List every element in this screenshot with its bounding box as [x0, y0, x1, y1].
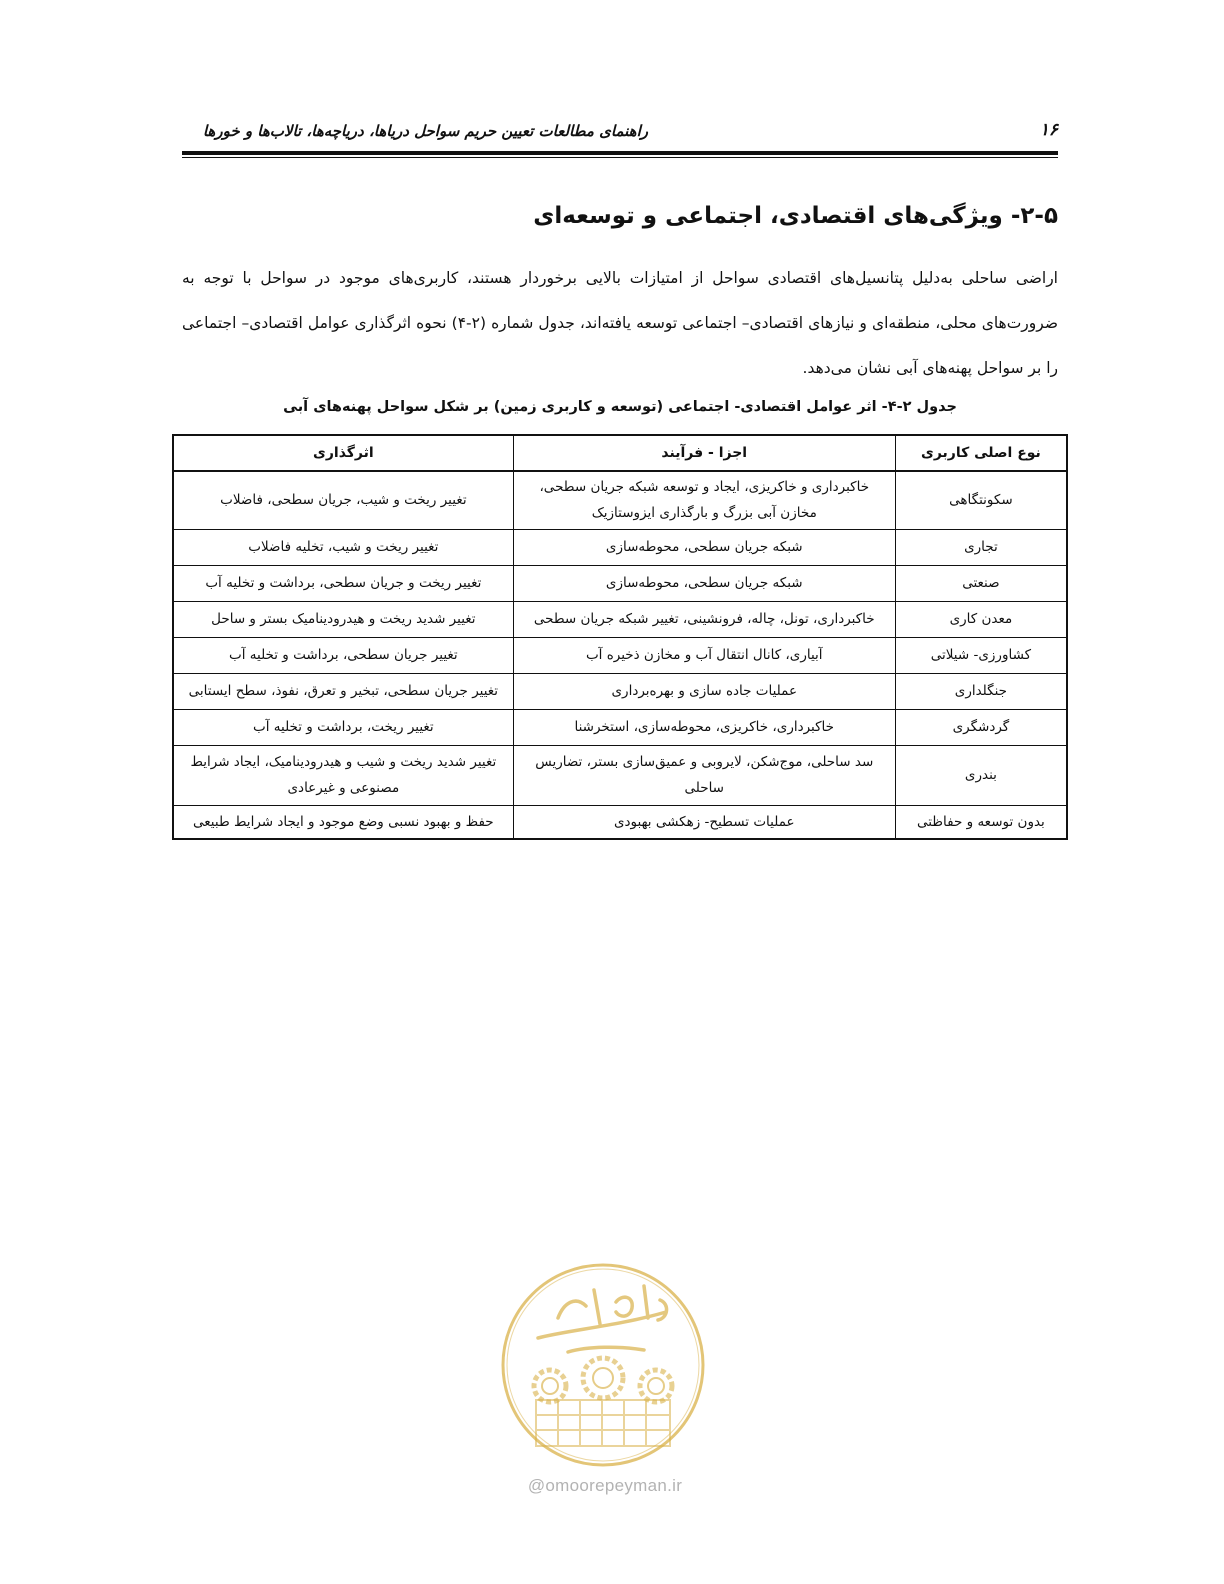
cell-type: معدن کاری — [895, 601, 1067, 637]
cell-type: بندری — [895, 745, 1067, 805]
cell-process: عملیات تسطیح- زهکشی بهبودی — [513, 805, 895, 839]
cell-impact: تغییر ریخت و شیب، جریان سطحی، فاضلاب — [173, 471, 513, 529]
page-number: ۱۶ — [1039, 120, 1058, 140]
cell-process: شبکه جریان سطحی، محوطه‌سازی — [513, 529, 895, 565]
cell-process: خاکبرداری، تونل، چاله، فرونشینی، تغییر شبکه جریان سطحی — [513, 601, 895, 637]
table-header-row — [173, 435, 1067, 471]
running-header — [182, 118, 1058, 148]
header-rule-thick — [182, 151, 1058, 155]
header-type: نوع اصلی کاربری — [895, 435, 1067, 471]
cell-process: سد ساحلی، موج‌شکن، لایروبی و عمیق‌سازی بستر، تضاریس ساحلی — [513, 745, 895, 805]
cell-process: آبیاری، کانال انتقال آب و مخازن ذخیره آب — [513, 637, 895, 673]
table-row — [173, 471, 1067, 529]
table-row — [173, 709, 1067, 745]
running-title: راهنمای مطالعات تعیین حریم سواحل دریاها، دریاچه‌ها، تالاب‌ها و خورها — [202, 122, 648, 140]
body-paragraph: اراضی ساحلی به‌دلیل پتانسیل‌های اقتصادی سواحل از امتیازات بالایی برخوردار هستند، کاربری‌های موجود در سواحل با توجه به ضرورت‌های محلی، منطقه‌ای و نیازهای اقتصادی– اجتماعی توسعه یافته‌اند، جدول شماره (۲-۴) نحوه اثرگذاری عوامل اقتصادی– اجتماعی را بر سواحل پهنه‌های آبی نشان می‌دهد. — [182, 269, 1058, 377]
cell-impact: تغییر شدید ریخت و شیب و هیدرودینامیک، ایجاد شرایط مصنوعی و غیرعادی — [173, 745, 513, 805]
header-impact: اثرگذاری — [173, 435, 513, 471]
cell-type: سکونتگاهی — [895, 471, 1067, 529]
table-row — [173, 805, 1067, 839]
cell-impact: تغییر جریان سطحی، تبخیر و تعرق، نفوذ، سطح ایستابی — [173, 673, 513, 709]
data-table — [172, 434, 1068, 840]
cell-impact: حفظ و بهبود نسبی وضع موجود و ایجاد شرایط طبیعی — [173, 805, 513, 839]
header-process: اجزا - فرآیند — [513, 435, 895, 471]
table-row — [173, 673, 1067, 709]
cell-impact: تغییر ریخت، برداشت و تخلیه آب — [173, 709, 513, 745]
cell-impact: تغییر ریخت و شیب، تخلیه فاضلاب — [173, 529, 513, 565]
cell-process: شبکه جریان سطحی، محوطه‌سازی — [513, 565, 895, 601]
cell-type: گردشگری — [895, 709, 1067, 745]
cell-impact: تغییر جریان سطحی، برداشت و تخلیه آب — [173, 637, 513, 673]
table-row — [173, 601, 1067, 637]
cell-type: صنعتی — [895, 565, 1067, 601]
cell-impact: تغییر ریخت و جریان سطحی، برداشت و تخلیه آب — [173, 565, 513, 601]
cell-type: تجاری — [895, 529, 1067, 565]
table-row — [173, 637, 1067, 673]
table-caption: جدول ۲-۴- اثر عوامل اقتصادی- اجتماعی (توسعه و کاربری زمین) بر شکل سواحل پهنه‌های آبی — [283, 399, 957, 415]
watermark-site: omoorepeyman.ir — [545, 1476, 683, 1495]
cell-type: بدون توسعه و حفاظتی — [895, 805, 1067, 839]
header-rule-thin — [182, 157, 1058, 158]
cell-process: خاکبرداری و خاکریزی، ایجاد و توسعه شبکه جریان سطحی، مخازن آبی بزرگ و بارگذاری ایزوستازیک — [513, 471, 895, 529]
table-row — [173, 745, 1067, 805]
cell-process: خاکبرداری، خاکریزی، محوطه‌سازی، استخرشنا — [513, 709, 895, 745]
section-heading: ۲-۵- ویژگی‌های اقتصادی، اجتماعی و توسعه‌ای — [533, 203, 1058, 229]
cell-process: عملیات جاده سازی و بهره‌برداری — [513, 673, 895, 709]
cell-type: جنگلداری — [895, 673, 1067, 709]
table-row — [173, 565, 1067, 601]
omoorepeyman-seal-icon — [498, 1260, 708, 1470]
cell-type: کشاورزی- شیلاتی — [895, 637, 1067, 673]
table-row — [173, 529, 1067, 565]
cell-impact: تغییر شدید ریخت و هیدرودینامیک بستر و ساحل — [173, 601, 513, 637]
watermark-url — [500, 1476, 710, 1496]
watermark-prefix: @ — [527, 1476, 546, 1495]
